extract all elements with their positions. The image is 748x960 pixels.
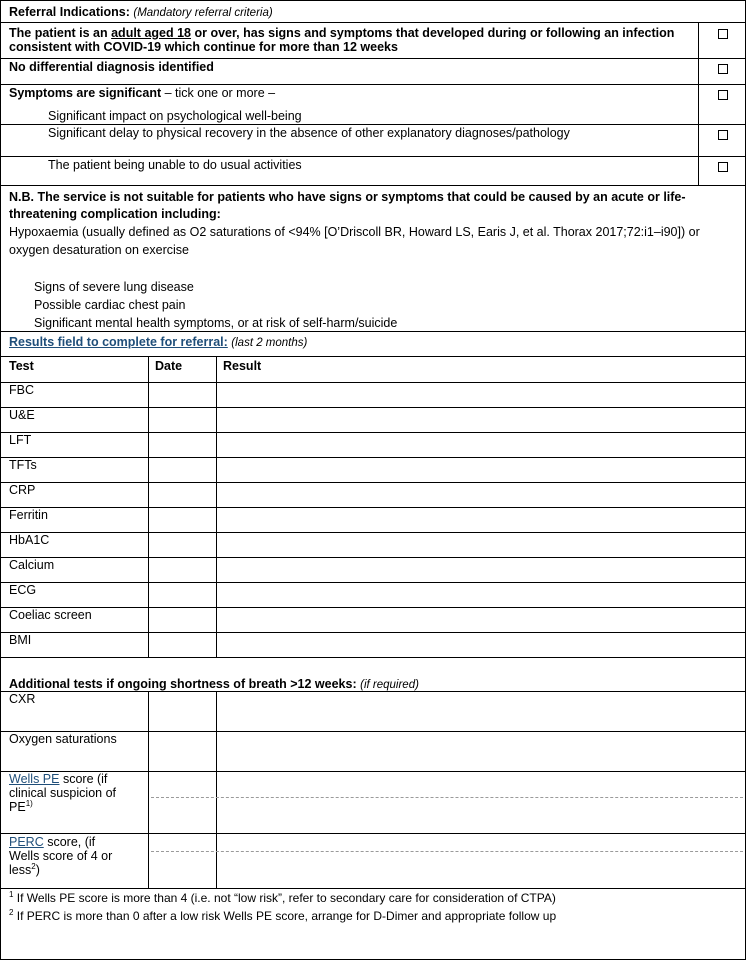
checkbox-symptoms-significant[interactable] <box>718 90 728 100</box>
result-cell[interactable] <box>217 633 745 657</box>
date-cell[interactable] <box>149 558 215 582</box>
date-cell[interactable] <box>149 383 215 407</box>
results-note: (last 2 months) <box>231 337 308 349</box>
result-cell[interactable] <box>217 583 745 607</box>
nb-block <box>0 185 746 332</box>
symptom-usual-activities: The patient being unable to do usual activities <box>48 158 302 172</box>
date-cell[interactable] <box>149 408 215 432</box>
test-name: U&E <box>9 408 35 422</box>
test-name: HbA1C <box>9 533 50 547</box>
result-cell[interactable] <box>217 383 745 407</box>
checkbox-adult-covid[interactable] <box>718 29 728 39</box>
result-cell[interactable] <box>217 458 745 482</box>
nb-warning: N.B. The service is not suitable for patients who have signs or symptoms that could be caused by an acute or life-threatening complication including: <box>9 190 686 221</box>
additional-table <box>0 691 746 889</box>
col-header-test: Test <box>9 359 34 373</box>
additional-title: Additional tests if ongoing shortness of breath >12 weeks: <box>9 677 357 691</box>
nb-lung-disease: Signs of severe lung disease <box>34 280 194 294</box>
result-cell[interactable] <box>217 533 745 557</box>
test-name: TFTs <box>9 458 37 472</box>
symptom-physical-delay: Significant delay to physical recovery in the absence of other explanatory diagnoses/pathology <box>48 126 570 140</box>
col-header-result: Result <box>223 359 262 373</box>
results-table <box>0 356 746 658</box>
test-name: BMI <box>9 633 32 647</box>
criteria-block <box>0 22 746 186</box>
referral-header <box>0 0 746 23</box>
perc-dashed-divider <box>151 851 743 852</box>
criterion-no-differential: No differential diagnosis identified <box>9 60 214 74</box>
wells-dashed-divider <box>151 797 743 798</box>
date-cell[interactable] <box>149 458 215 482</box>
test-name: CRP <box>9 483 36 497</box>
test-name: LFT <box>9 433 32 447</box>
col-header-date: Date <box>155 359 183 373</box>
test-name: ECG <box>9 583 37 597</box>
section-title: Referral Indications: <box>9 5 130 19</box>
section-subtitle: (Mandatory referral criteria) <box>133 7 273 19</box>
result-cell[interactable] <box>217 433 745 457</box>
nb-hypoxaemia: Hypoxaemia (usually defined as O2 saturations of <94% [O’Driscoll BR, Howard LS, Earis J, et al. Thorax 2017;72:i1–i90]) or oxygen desaturation on exercise <box>9 225 700 257</box>
test-name: FBC <box>9 383 34 397</box>
footnote-1: $^1$ If Wells PE score is more than 4 (i.e. not “low risk”, refer to secondary care for consideration of CTPA) <box>9 890 556 905</box>
additional-header <box>0 657 746 692</box>
results-title-link[interactable]: Results field to complete for referral: <box>9 335 228 349</box>
nb-mental-health: Significant mental health symptoms, or at risk of self-harm/suicide <box>34 316 398 330</box>
results-header <box>0 331 746 357</box>
date-cell[interactable] <box>149 433 215 457</box>
date-cell[interactable] <box>149 633 215 657</box>
test-oxygen-saturations: Oxygen saturations <box>9 732 117 746</box>
result-cell[interactable] <box>217 408 745 432</box>
criterion-symptoms-significant: Symptoms are significant – tick one or more – <box>9 86 276 100</box>
criterion-adult-covid: The patient is an adult aged 18 or over, has signs and symptoms that developed during or following an infection consistent with COVID-19 which continue for more than 12 weeks <box>9 26 675 54</box>
additional-note: (if required) <box>360 679 419 691</box>
result-cell[interactable] <box>217 508 745 532</box>
result-cell[interactable] <box>217 608 745 632</box>
test-name: Ferritin <box>9 508 48 522</box>
date-cell[interactable] <box>149 583 215 607</box>
perc-link[interactable]: PERC <box>9 835 44 849</box>
test-name: Coeliac screen <box>9 608 92 622</box>
checkbox-usual-activities[interactable] <box>718 162 728 172</box>
wells-pe-link[interactable]: Wells PE <box>9 772 60 786</box>
footnotes-block <box>0 888 746 960</box>
date-cell[interactable] <box>149 533 215 557</box>
test-cxr: CXR <box>9 692 36 706</box>
test-name: Calcium <box>9 558 55 572</box>
result-cell[interactable] <box>217 483 745 507</box>
test-perc: PERC score, (if Wells score of 4 or less$^2$) <box>9 835 113 877</box>
date-cell[interactable] <box>149 608 215 632</box>
symptom-psychological: Significant impact on psychological well-being <box>48 109 302 123</box>
nb-cardiac-pain: Possible cardiac chest pain <box>34 298 186 312</box>
date-cell[interactable] <box>149 508 215 532</box>
test-wells-pe: Wells PE score (if clinical suspicion of PE$^{1)}$ <box>9 772 116 814</box>
checkbox-physical-delay[interactable] <box>718 130 728 140</box>
result-cell[interactable] <box>217 558 745 582</box>
date-cell[interactable] <box>149 483 215 507</box>
footnote-2: $^2$ If PERC is more than 0 after a low risk Wells PE score, arrange for D-Dimer and appropriate follow up <box>9 908 557 923</box>
checkbox-no-differential[interactable] <box>718 64 728 74</box>
